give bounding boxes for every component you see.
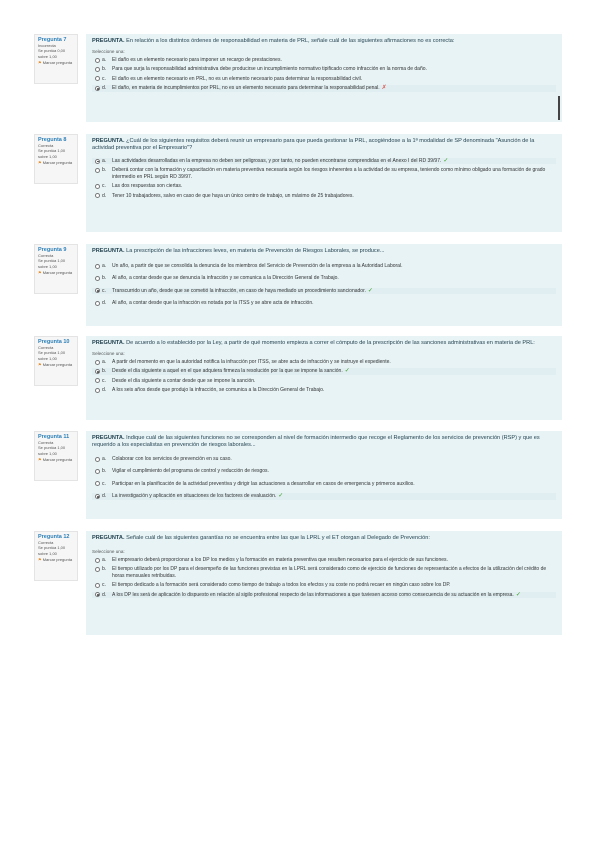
question-content [86,531,562,635]
answer-option[interactable]: b. Vigilar el cumplimiento del programa de control y reducción de riesgos. [92,468,556,474]
question-score-max: sobre 1,00 [38,53,57,59]
answer-option[interactable]: c. Desde el día siguiente a contar desde que se impone la sanción. [92,378,556,384]
question-score: Se puntúa 1,00 [38,148,66,154]
radio-button[interactable] [95,276,100,281]
question-block-9 [34,244,562,326]
question-content [86,134,562,232]
answer-option[interactable]: b. Al año, a contar desde que se denuncia la infracción y se comunica a la Dirección General de Trabajo. [92,275,556,281]
radio-button[interactable] [95,481,100,486]
question-block-11 [34,431,562,519]
radio-button[interactable] [95,469,100,474]
question-status: Correcta [38,540,54,545]
select-label: Seleccione una: [92,49,125,54]
flag-question-button[interactable]: ⚑ Marcar pregunta [38,60,73,66]
question-number: Pregunta 10 [38,339,70,345]
question-number: Pregunta 8 [38,137,67,143]
radio-button[interactable] [95,388,100,393]
flag-icon: ⚑ [38,557,42,563]
radio-button[interactable] [95,457,100,462]
radio-button[interactable] [95,67,100,72]
question-score: Se puntúa 1,00 [38,445,66,451]
radio-button[interactable] [95,360,100,365]
question-number: Pregunta 7 [38,37,67,43]
radio-button[interactable] [95,76,100,81]
answer-option[interactable]: c. Participar en la planificación de la actividad preventiva y dirigir las actuaciones a desarrollar en casos de emergencia y primeros auxilios. [92,481,556,487]
select-label: Seleccione una: [92,351,125,356]
answer-option-selected[interactable]: c. Transcurrido un año, desde que se cometió la infracción, en caso de haya mediado un procedimiento sancionador. ✓ [92,288,556,294]
radio-button[interactable] [95,288,100,293]
answer-option[interactable]: a. Un año, a partir de que se consolida la denuncia de los miembros del Servicio de Prevención de la empresa a la Autoridad Laboral. [92,263,556,269]
flag-icon: ⚑ [38,457,42,463]
question-info [34,431,78,481]
radio-button[interactable] [95,378,100,383]
question-content [86,244,562,326]
radio-button[interactable] [95,301,100,306]
question-info [34,336,78,386]
answer-option[interactable]: c. Las dos respuestas son ciertas. [92,183,556,189]
radio-button[interactable] [95,264,100,269]
question-number: Pregunta 12 [38,534,70,540]
flag-question-button[interactable]: ⚑ Marcar pregunta [38,160,73,166]
question-score: Se puntúa 1,00 [38,545,66,551]
radio-button[interactable] [95,567,100,572]
correct-icon: ✓ [344,368,350,375]
answer-option-selected[interactable]: b. Desde el día siguiente a aquel en el que adquiera firmeza la resolución por la que se impone la sanción. ✓ [92,368,556,374]
question-text: PREGUNTA. De acuerdo a lo establecido por la Ley, a partir de qué momento empieza a correr el cómputo de la prescripción de las sanciones administrativas en materia de PRL: [92,340,535,346]
question-number: Pregunta 11 [38,434,70,440]
radio-button[interactable] [95,558,100,563]
flag-question-button[interactable]: ⚑ Marcar pregunta [38,557,73,563]
question-text: PREGUNTA. Indique cuál de las siguientes funciones no se corresponden al nivel de formación intermedio que recoge el Reglamento de los servicios de prevención (RSP) y que es requerido a los especialistas en prevención de riesgos laborales... [92,435,540,448]
answer-option-selected[interactable]: d. La investigación y aplicación en situaciones de los factores de evaluación. ✓ [92,493,556,499]
correct-icon: ✓ [443,158,449,164]
question-block-12 [34,531,562,635]
question-content [86,34,562,122]
question-info [34,531,78,581]
question-status: Correcta [38,345,54,350]
radio-button[interactable] [95,58,100,63]
correct-icon: ✓ [515,591,521,598]
radio-button[interactable] [95,494,100,499]
scrollbar[interactable] [558,96,560,120]
question-score-max: sobre 1,00 [38,263,57,269]
question-status: Correcta [38,440,54,445]
question-status: Correcta [38,143,54,148]
answer-option[interactable]: d. A los seis años desde que produjo la infracción, se comunica a la Dirección General de Trabajo. [92,387,556,393]
question-status: Incorrecta [38,43,56,48]
answer-option[interactable]: d. Tener 10 trabajadores, salvo en caso de que haya un único centro de trabajo, un máximo de 25 trabajadores. [92,193,556,199]
answer-option[interactable]: c. El tiempo dedicado a la formación será considerado como tiempo de trabajo a todos los efectos y su coste no podrá recaer en ningún caso sobre los DP. [92,582,556,588]
question-score-max: sobre 1,00 [38,450,57,456]
radio-button[interactable] [95,159,100,164]
answer-option[interactable]: b. Deberá contar con la formación y capacitación en materia preventiva necesaria según los riesgos inherentes a la actividad de su empresa, teniendo como mínimo obligado una formación de grado intermedio en PRL según RD 39/97. [92,167,556,180]
answer-option[interactable]: c. El daño es un elemento necesario en PRL, no es un elemento necesario para determinar la responsabilidad civil. [92,76,556,82]
flag-icon: ⚑ [38,60,42,66]
answer-option[interactable]: b. Para que surja la responsabilidad administrativa debe producirse un incumplimiento normativo tipificado como infracción en la norma de daño. [92,66,556,72]
question-status: Correcta [38,253,54,258]
answer-option[interactable]: b. El tiempo utilizado por los DP para el desempeño de las funciones previstas en la LPRL será considerado como de ejercicio de funciones de representación a efectos de la utilización del crédito de horas mensuales retribuidas. [92,566,556,579]
question-text: PREGUNTA. La prescripción de las infracciones leves, en materia de Prevención de Riesgos Laborales, se produce... [92,248,385,254]
answer-option-selected[interactable]: d. El daño, en materia de incumplimientos por PRL, no es un elemento necesario para determinar la responsabilidad penal. ✗ [92,85,556,91]
flag-icon: ⚑ [38,270,42,276]
select-label: Seleccione una: [92,549,125,554]
question-score: Se puntúa 1,00 [38,258,66,264]
radio-button[interactable] [95,369,100,374]
question-block-8 [34,134,562,232]
question-info [34,244,78,294]
question-text: PREGUNTA. Señale cuál de las siguientes garantías no se encuentra entre las que la LPRL y el ET otorgan al Delegado de Prevención: [92,535,430,541]
radio-button[interactable] [95,86,100,91]
radio-button[interactable] [95,583,100,588]
flag-question-button[interactable]: ⚑ Marcar pregunta [38,270,73,276]
question-text: PREGUNTA. ¿Cuál de los siguientes requisitos deberá reunir un empresario para que pueda gestionar la PRL, acogiéndose a la 1ª modalidad de SP denominada "Asunción de la actividad preventiva por el Empresario"? [92,138,535,151]
question-score-max: sobre 1,00 [38,550,57,556]
answer-option[interactable]: a. A partir del momento en que la autoridad notifica la infracción por ITSS, se abre acta de infracción y se instruye el expediente. [92,359,556,365]
answer-option-selected[interactable]: d. A los DP les será de aplicación lo dispuesto en relación al sigilo profesional respecto de las informaciones a que tuviesen acceso como consecuencia de su actuación en la empresa. ✓ [92,592,556,598]
question-score-max: sobre 1,00 [38,153,57,159]
flag-icon: ⚑ [38,362,42,368]
question-info [34,34,78,84]
question-score-max: sobre 1,00 [38,355,57,361]
answer-option[interactable]: a. El empresario deberá proporcionar a los DP los medios y la formación en materia preventiva que resulten necesarios para el ejercicio de sus funciones. [92,557,556,563]
question-content [86,431,562,519]
correct-icon: ✓ [278,493,284,500]
radio-button[interactable] [95,193,100,198]
correct-icon: ✓ [367,287,373,294]
question-info [34,134,78,184]
question-score: Se puntúa 0,00 [38,48,66,54]
question-content [86,336,562,420]
question-block-10 [34,336,562,420]
answer-option[interactable]: a. Colaborar con los servicios de prevención en su caso. [92,456,556,462]
flag-icon: ⚑ [38,160,42,166]
radio-button[interactable] [95,168,100,173]
question-number: Pregunta 9 [38,247,67,253]
flag-question-button[interactable]: ⚑ Marcar pregunta [38,362,73,368]
question-score: Se puntúa 1,00 [38,350,66,356]
answer-option[interactable]: d. Al año, a contar desde que la infracción es notada por la ITSS y se abre acta de infracción. [92,300,556,306]
radio-button[interactable] [95,184,100,189]
question-text: PREGUNTA. En relación a los distintos órdenes de responsabilidad en materia de PRL, señale cuál de las siguientes afirmaciones no es correcta: [92,38,455,44]
answer-option[interactable]: a. El daño es un elemento necesario para imponer un recargo de prestaciones. [92,57,556,63]
question-block-7 [34,34,562,122]
answer-option-selected[interactable]: a. Las actividades desarrolladas en la empresa no deben ser peligrosas, y por tanto, no pueden encontrarse comprendidas en el Anexo I del RD 39/97. ✓ [92,158,556,164]
radio-button[interactable] [95,592,100,597]
flag-question-button[interactable]: ⚑ Marcar pregunta [38,457,73,463]
incorrect-icon: ✗ [381,85,387,92]
